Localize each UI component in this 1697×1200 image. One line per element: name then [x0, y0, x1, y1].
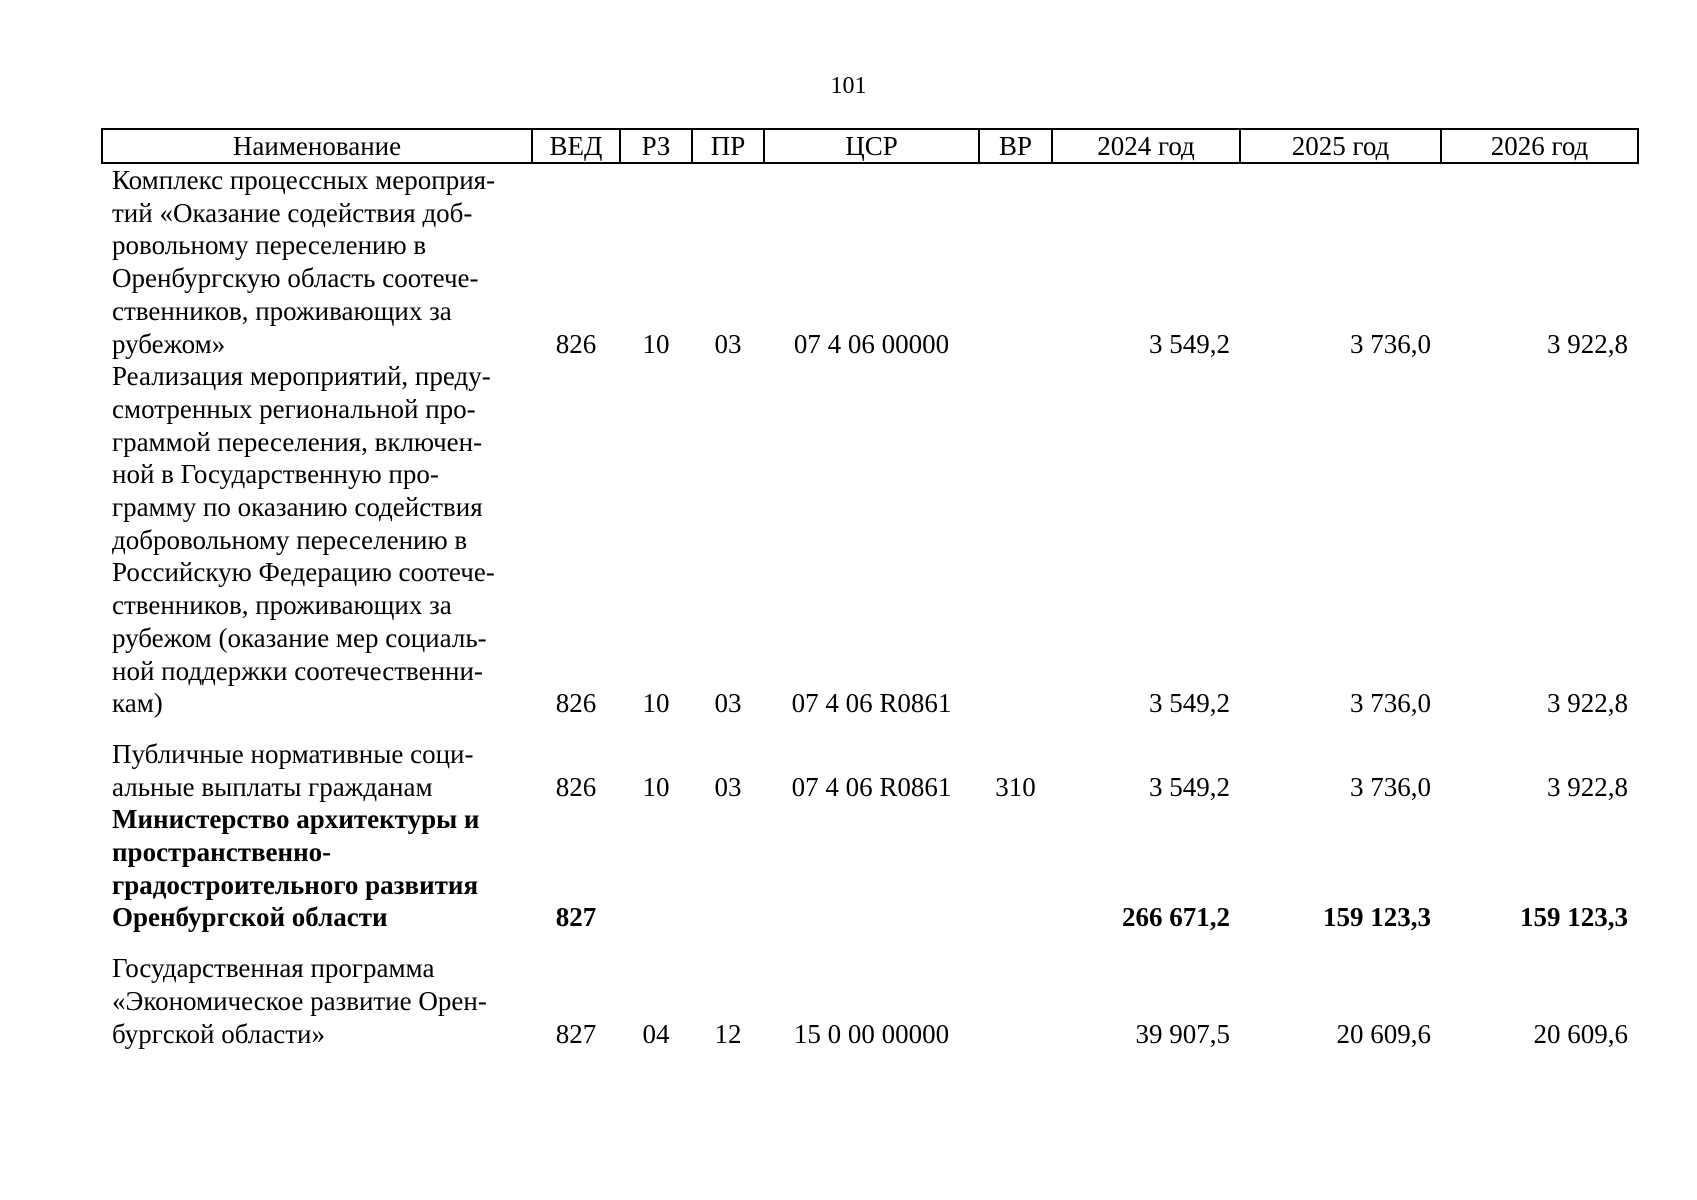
row-ved: 827	[555, 1018, 597, 1049]
row-2024: 3 549,2	[1149, 688, 1230, 719]
header-row	[102, 129, 1638, 163]
row-ved: 826	[555, 771, 597, 802]
header-2024: 2024 год	[1052, 129, 1240, 163]
row-csr: 07 4 06 R0861	[791, 771, 952, 802]
row-rz: 10	[642, 328, 670, 359]
row-2024: 3 549,2	[1149, 328, 1230, 359]
row-2025: 3 736,0	[1350, 328, 1431, 359]
row-pr: 03	[714, 688, 742, 719]
row-name: Министерство архитектуры и пространственно- градостроительного развития Оренбургской области	[112, 804, 480, 933]
budget-table	[101, 128, 1639, 1050]
row-2024: 266 671,2	[1122, 902, 1230, 933]
row-csr: 07 4 06 R0861	[791, 688, 952, 719]
header-csr: ЦСР	[764, 129, 979, 163]
row-pr	[692, 803, 764, 934]
row-2026: 159 123,3	[1520, 902, 1628, 933]
row-rz: 04	[642, 1018, 670, 1049]
row-2025: 20 609,6	[1336, 1018, 1431, 1049]
row-rz: 10	[642, 688, 670, 719]
table-row	[102, 720, 1638, 803]
table-row	[102, 934, 1638, 1050]
table-row	[102, 803, 1638, 934]
row-name: Государственная программа «Экономическое развитие Орен- бургской области»	[112, 953, 487, 1049]
row-2024: 39 907,5	[1135, 1018, 1230, 1049]
row-csr: 07 4 06 00000	[793, 328, 950, 359]
row-name: Реализация мероприятий, преду- смотренных региональной про- граммой переселения, включен- ной в Государственную про- грамму по оказанию содействия добровольному переселению в Российскую Федерацию соотече- ственников, проживающих за рубежом (оказание мер социаль- ной поддержки соотечественни- кам)	[112, 361, 495, 719]
header-2025: 2025 год	[1240, 129, 1441, 163]
row-name: Публичные нормативные соци- альные выплаты гражданам	[112, 738, 474, 802]
row-2024: 3 549,2	[1149, 771, 1230, 802]
row-csr	[764, 803, 979, 934]
row-csr: 15 0 00 00000	[793, 1018, 950, 1049]
header-name: Наименование	[102, 129, 532, 163]
table-row	[102, 360, 1638, 720]
row-ved: 827	[555, 902, 597, 933]
row-pr: 03	[714, 328, 742, 359]
row-2026: 3 922,8	[1547, 771, 1628, 802]
table-header	[102, 129, 1638, 163]
row-vr	[979, 360, 1052, 720]
row-rz	[620, 803, 692, 934]
row-2026: 3 922,8	[1547, 688, 1628, 719]
row-pr: 12	[714, 1018, 742, 1049]
row-pr: 03	[714, 771, 742, 802]
row-ved: 826	[555, 688, 597, 719]
row-vr: 310	[995, 771, 1036, 802]
row-2025: 3 736,0	[1350, 771, 1431, 802]
row-rz: 10	[642, 771, 670, 802]
row-vr	[979, 163, 1052, 360]
row-ved: 826	[555, 328, 597, 359]
header-vr: ВР	[979, 129, 1052, 163]
header-rz: РЗ	[620, 129, 692, 163]
row-name: Комплекс процессных мероприя- тий «Оказание содействия доб- ровольному переселению в Оренбургскую область соотече- ственников, проживающих за рубежом»	[112, 165, 496, 359]
page-number: 101	[830, 73, 867, 99]
row-2026: 3 922,8	[1547, 328, 1628, 359]
header-2026: 2026 год	[1441, 129, 1638, 163]
header-pr: ПР	[692, 129, 764, 163]
row-vr	[979, 803, 1052, 934]
header-ved: ВЕД	[532, 129, 620, 163]
row-2025: 3 736,0	[1350, 688, 1431, 719]
table-body	[102, 163, 1638, 1050]
row-vr	[979, 934, 1052, 1050]
row-2026: 20 609,6	[1533, 1018, 1628, 1049]
table-row	[102, 163, 1638, 360]
row-2025: 159 123,3	[1323, 902, 1431, 933]
